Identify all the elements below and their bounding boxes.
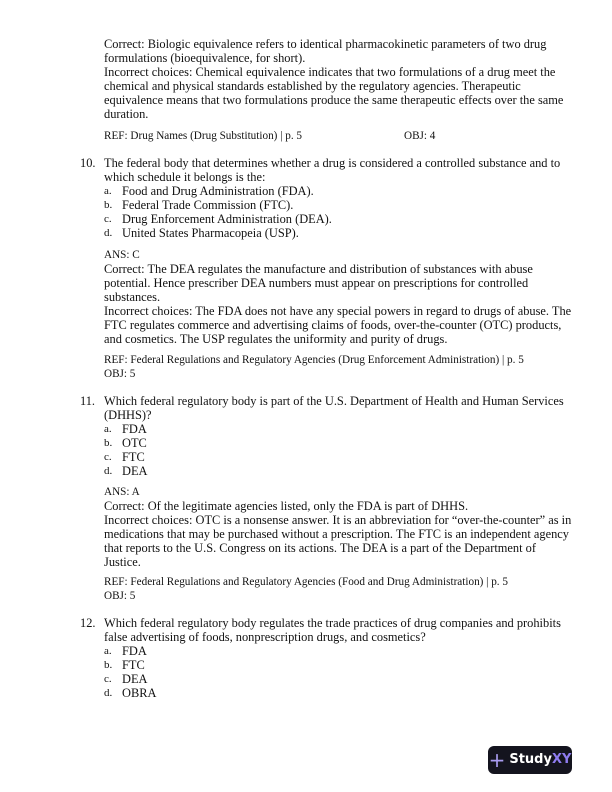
ref-10 bbox=[104, 353, 594, 381]
option-text: DEA bbox=[122, 672, 148, 686]
option-letter: b. bbox=[104, 437, 113, 449]
q9-ref bbox=[104, 129, 594, 143]
option-letter: b. bbox=[104, 659, 113, 671]
option-letter: d. bbox=[104, 465, 113, 477]
ref-11 bbox=[104, 575, 594, 603]
text-line: equivalence means that two formulations produce the same therapeutic effects over the same bbox=[104, 93, 564, 107]
answer-10 bbox=[104, 248, 594, 346]
question-11 bbox=[80, 394, 594, 478]
text-line: duration. bbox=[104, 107, 149, 121]
option-b bbox=[104, 198, 594, 212]
text-line: Correct: The DEA regulates the manufacture and distribution of substances with abuse bbox=[104, 262, 533, 276]
option-c bbox=[104, 212, 594, 226]
option-letter: d. bbox=[104, 227, 113, 239]
text-line: Incorrect choices: OTC is a nonsense answer. It is an abbreviation for “over-the-counter” as in bbox=[104, 513, 572, 527]
stem-line: Which federal regulatory body is part of the U.S. Department of Health and Human Services bbox=[104, 394, 564, 408]
option-text: Food and Drug Administration (FDA). bbox=[122, 184, 314, 198]
option-letter: b. bbox=[104, 199, 113, 211]
answer-11 bbox=[104, 485, 594, 569]
option-text: DEA bbox=[122, 464, 148, 478]
option-text: FTC bbox=[122, 658, 145, 672]
text-line: that reports to the U.S. Congress on its actions. The DEA is a part of the Department of bbox=[104, 541, 536, 555]
brand-study: Study bbox=[509, 752, 552, 767]
stem-line: The federal body that determines whether a drug is considered a controlled substance and to bbox=[104, 156, 561, 170]
stem-line: (DHHS)? bbox=[104, 408, 152, 422]
option-text: OBRA bbox=[122, 686, 157, 700]
answer: ANS: A bbox=[104, 486, 140, 498]
ref-text: REF: Drug Names (Drug Substitution) | p. 5 bbox=[104, 130, 303, 142]
option-text: FTC bbox=[122, 450, 145, 464]
option-letter: c. bbox=[104, 451, 112, 463]
text-line: medications that may be purchased without a prescription. The FTC is an independent agency bbox=[104, 527, 569, 541]
option-a bbox=[104, 184, 594, 198]
plus-icon: + bbox=[488, 748, 506, 772]
text-line: and cosmetics. The USP regulates the uniformity and purity of drugs. bbox=[104, 332, 448, 346]
text-line: Justice. bbox=[104, 555, 141, 569]
option-d bbox=[104, 464, 594, 478]
stem-line: false advertising of foods, nonprescription drugs, and cosmetics? bbox=[104, 630, 426, 644]
option-d bbox=[104, 226, 594, 240]
option-text: OTC bbox=[122, 436, 147, 450]
option-a bbox=[104, 422, 594, 436]
answer: ANS: C bbox=[104, 249, 140, 261]
option-c bbox=[104, 672, 594, 686]
option-b bbox=[104, 436, 594, 450]
option-text: United States Pharmacopeia (USP). bbox=[122, 226, 299, 240]
text-line: Correct: Of the legitimate agencies listed, only the FDA is part of DHHS. bbox=[104, 499, 469, 513]
option-letter: c. bbox=[104, 213, 112, 225]
text-line: Incorrect choices: The FDA does not have any special powers in regard to drugs of abuse. The bbox=[104, 304, 572, 318]
option-letter: c. bbox=[104, 673, 112, 685]
question-10 bbox=[80, 156, 594, 240]
stem-line: Which federal regulatory body regulates the trade practices of drug companies and prohibits bbox=[104, 616, 561, 630]
option-text: Drug Enforcement Administration (DEA). bbox=[122, 212, 332, 226]
option-letter: a. bbox=[104, 645, 112, 657]
ref-text: REF: Federal Regulations and Regulatory Agencies (Drug Enforcement Administration) | p. 5 bbox=[104, 354, 524, 366]
brand-xy: XY bbox=[551, 752, 572, 767]
obj-text: OBJ: 5 bbox=[104, 368, 136, 380]
studyxy-badge[interactable] bbox=[488, 746, 572, 774]
question-12 bbox=[80, 616, 594, 700]
obj-text: OBJ: 5 bbox=[104, 590, 136, 602]
text-line: chemical and physical standards established by the regulatory agencies. Therapeutic bbox=[104, 79, 521, 93]
option-text: FDA bbox=[122, 422, 147, 436]
option-letter: a. bbox=[104, 423, 112, 435]
stem-line: which schedule it belongs is the: bbox=[104, 170, 266, 184]
question-number: 10. bbox=[80, 156, 96, 170]
text-line: potential. Hence prescriber DEA numbers must appear on prescriptions for controlled bbox=[104, 276, 529, 290]
ref-text: REF: Federal Regulations and Regulatory Agencies (Food and Drug Administration) | p. 5 bbox=[104, 576, 508, 588]
option-d bbox=[104, 686, 594, 700]
option-letter: a. bbox=[104, 185, 112, 197]
q9-explanation bbox=[104, 37, 594, 121]
text-line: Incorrect choices: Chemical equivalence indicates that two formulations of a drug meet the bbox=[104, 65, 556, 79]
brand-logo bbox=[509, 753, 571, 767]
option-b bbox=[104, 658, 594, 672]
obj-text: OBJ: 4 bbox=[404, 130, 436, 142]
option-letter: d. bbox=[104, 687, 113, 699]
document-body bbox=[80, 37, 594, 700]
option-a bbox=[104, 644, 594, 658]
option-c bbox=[104, 450, 594, 464]
text-line: formulations (bioequivalence, for short). bbox=[104, 51, 306, 65]
text-line: Correct: Biologic equivalence refers to identical pharmacokinetic parameters of two drug bbox=[104, 37, 547, 51]
option-text: Federal Trade Commission (FTC). bbox=[122, 198, 294, 212]
question-number: 12. bbox=[80, 616, 96, 630]
question-number: 11. bbox=[80, 394, 96, 408]
option-text: FDA bbox=[122, 644, 147, 658]
text-line: substances. bbox=[104, 290, 161, 304]
text-line: FTC regulates commerce and advertising claims of foods, over-the-counter (OTC) products, bbox=[104, 318, 562, 332]
